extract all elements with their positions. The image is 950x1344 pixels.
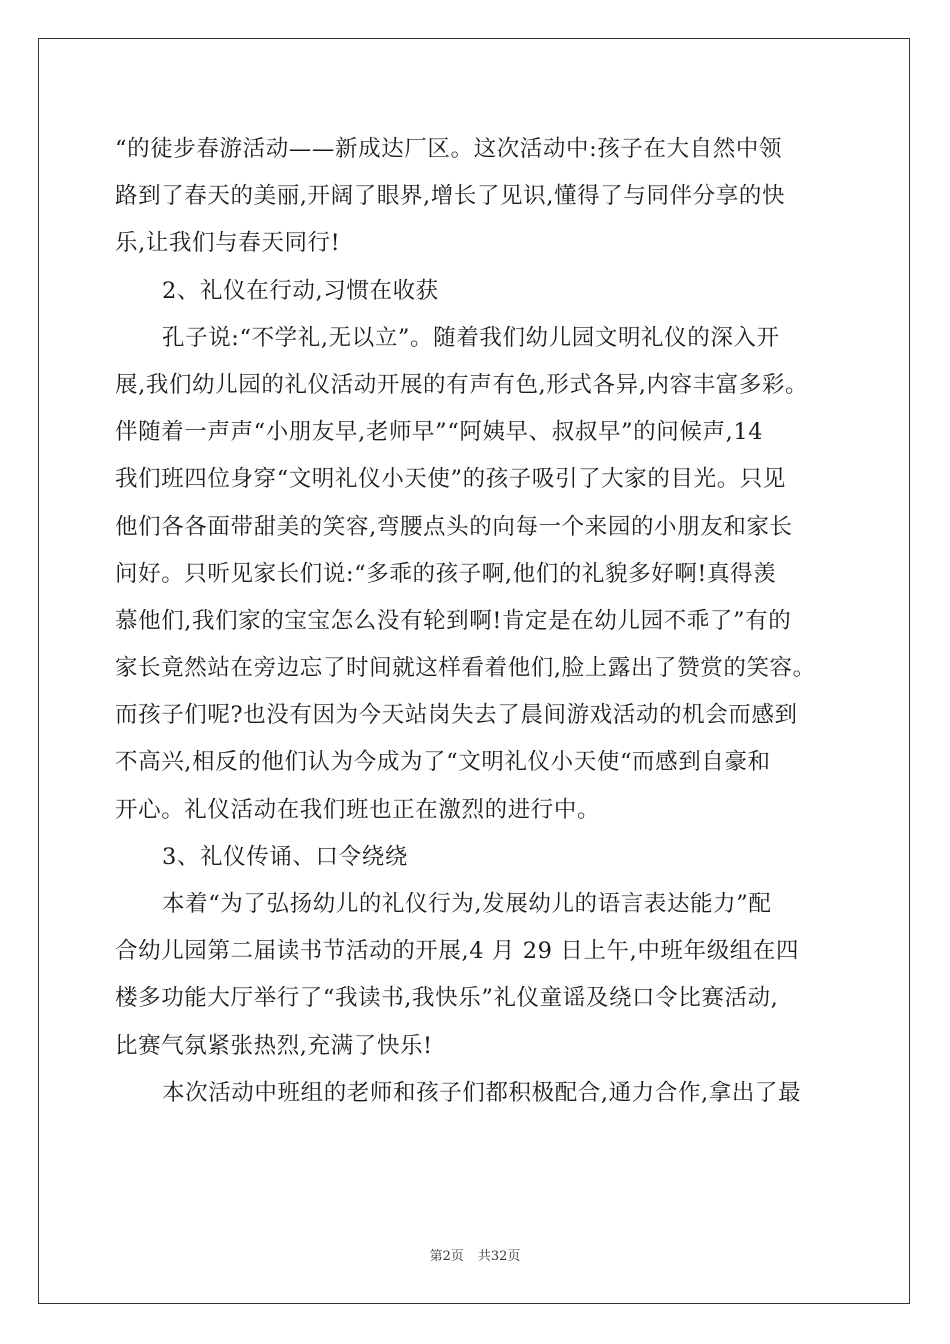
text-line: 而孩子们呢?也没有因为今天站岗失去了晨间游戏活动的机会而感到 [115,702,798,729]
section-heading: 2、礼仪在行动,习惯在收获 [162,277,439,304]
text-line: 楼多功能大厅举行了“我读书,我快乐”礼仪童谣及绕口令比赛活动, [115,985,779,1012]
text-line: 问好。只听见家长们说:“多乖的孩子啊,他们的礼貌多好啊!真得羡 [115,560,777,587]
text-line: 比赛气氛紧张热烈,充满了快乐! [115,1032,433,1059]
text-line: 家长竟然站在旁边忘了时间就这样看着他们,脸上露出了赞赏的笑容。 [115,655,816,682]
section-heading: 3、礼仪传诵、口令绕绕 [162,843,408,870]
text-line: 伴随着一声声“小朋友早,老师早”“阿姨早、叔叔早”的问候声,14 [115,419,764,446]
text-line: “的徒步春游活动——新成达厂区。这次活动中:孩子在大自然中领 [115,136,783,162]
document-body [115,126,835,1117]
text-line: 合幼儿园第二届读书节活动的开展,4 月 29 日上午,中班年级组在四 [115,938,800,965]
text-line: 开心。礼仪活动在我们班也正在激烈的进行中。 [115,796,601,823]
text-line: 路到了春天的美丽,开阔了眼界,增长了见识,懂得了与同伴分享的快 [115,183,786,210]
text-line: 我们班四位身穿“文明礼仪小天使”的孩子吸引了大家的目光。只见 [115,466,787,493]
text-line: 展,我们幼儿园的礼仪活动开展的有声有色,形式各异,内容丰富多彩。 [115,371,809,398]
page-number: 第2页 [429,1249,464,1264]
paragraph-start: 本着“为了弘扬幼儿的礼仪行为,发展幼儿的语言表达能力”配 [162,891,772,917]
page-footer [0,1245,950,1264]
text-line: 不高兴,相反的他们认为今成为了“文明礼仪小天使“而感到自豪和 [115,749,771,776]
paragraph-start: 孔子说:“不学礼,无以立”。随着我们幼儿园文明礼仪的深入开 [162,324,780,351]
text-line: 慕他们,我们家的宝宝怎么没有轮到啊!肯定是在幼儿园不乖了”有的 [115,607,792,634]
text-line: 他们各各面带甜美的笑容,弯腰点头的向每一个来园的小朋友和家长 [115,513,793,540]
text-line: 乐,让我们与春天同行! [115,230,341,257]
page-total: 共32页 [477,1249,521,1264]
paragraph-start: 本次活动中班组的老师和孩子们都积极配合,通力合作,拿出了最 [162,1079,802,1106]
